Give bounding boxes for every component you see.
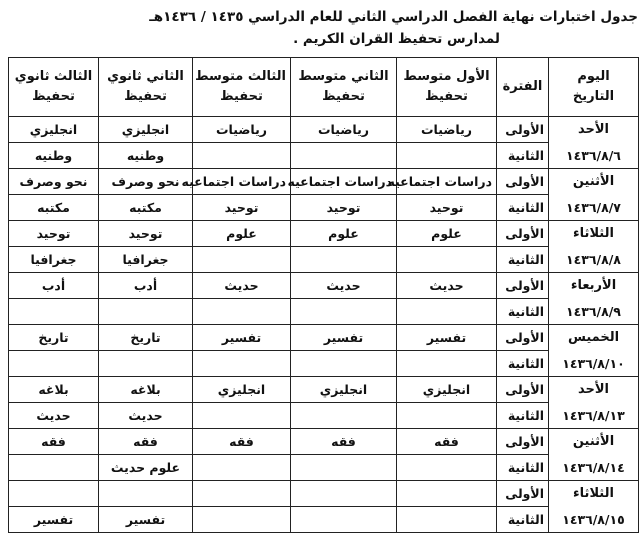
subject-cell: حديث bbox=[99, 403, 193, 429]
exam-date: ١٤٣٦/٨/١٠ bbox=[549, 351, 639, 377]
period-first: الأولى bbox=[497, 273, 549, 299]
day-name: الأحد bbox=[549, 117, 639, 143]
subject-cell: حديث bbox=[9, 403, 99, 429]
subject-cell bbox=[193, 481, 291, 507]
subject-cell bbox=[291, 455, 397, 481]
subject-cell bbox=[291, 247, 397, 273]
subject-cell: دراسات اجتماعيه bbox=[193, 169, 291, 195]
header-date: التاريخ bbox=[572, 89, 615, 104]
subject-cell bbox=[397, 403, 497, 429]
subject-cell bbox=[397, 247, 497, 273]
subject-cell: تاريخ bbox=[9, 325, 99, 351]
period-second: الثانية bbox=[497, 143, 549, 169]
subject-cell: نحو وصرف bbox=[9, 169, 99, 195]
subject-cell: وطنيه bbox=[9, 143, 99, 169]
schedule-body bbox=[9, 117, 639, 533]
table-row bbox=[9, 117, 639, 143]
subject-cell: علوم bbox=[193, 221, 291, 247]
table-row bbox=[9, 221, 639, 247]
subject-cell bbox=[193, 403, 291, 429]
subject-cell bbox=[397, 143, 497, 169]
subject-cell bbox=[397, 455, 497, 481]
subject-cell: حديث bbox=[397, 273, 497, 299]
subject-cell: تفسير bbox=[397, 325, 497, 351]
subject-cell: علوم bbox=[397, 221, 497, 247]
title-line-2: لمدارس تحفيظ القران الكريم . bbox=[293, 31, 500, 47]
subject-cell: فقه bbox=[9, 429, 99, 455]
day-name: الأثنين bbox=[549, 429, 639, 455]
day-name: الخميس bbox=[549, 325, 639, 351]
subject-cell bbox=[397, 351, 497, 377]
exam-date: ١٤٣٦/٨/١٣ bbox=[549, 403, 639, 429]
period-first: الأولى bbox=[497, 221, 549, 247]
subject-cell: حديث bbox=[291, 273, 397, 299]
subject-cell: انجليزي bbox=[99, 117, 193, 143]
subject-cell: انجليزي bbox=[397, 377, 497, 403]
period-first: الأولى bbox=[497, 481, 549, 507]
table-row bbox=[9, 429, 639, 455]
period-second: الثانية bbox=[497, 507, 549, 533]
header-row bbox=[9, 58, 639, 117]
subject-cell bbox=[99, 299, 193, 325]
subject-cell bbox=[193, 143, 291, 169]
exam-schedule-table bbox=[8, 57, 639, 533]
exam-date: ١٤٣٦/٨/٨ bbox=[549, 247, 639, 273]
header-col-1: الأول متوسط تحفيظ bbox=[397, 58, 497, 117]
subject-cell bbox=[397, 507, 497, 533]
subject-cell: علوم حديث bbox=[99, 455, 193, 481]
subject-cell bbox=[9, 455, 99, 481]
subject-cell: فقه bbox=[193, 429, 291, 455]
subject-cell: انجليزي bbox=[193, 377, 291, 403]
header-day-date bbox=[549, 58, 639, 117]
table-row bbox=[9, 377, 639, 403]
subject-cell: بلاغه bbox=[9, 377, 99, 403]
exam-date: ١٤٣٦/٨/١٤ bbox=[549, 455, 639, 481]
table-row bbox=[9, 143, 639, 169]
subject-cell: مكتبه bbox=[99, 195, 193, 221]
period-first: الأولى bbox=[497, 117, 549, 143]
subject-cell: نحو وصرف bbox=[99, 169, 193, 195]
period-first: الأولى bbox=[497, 169, 549, 195]
subject-cell bbox=[193, 507, 291, 533]
subject-cell: توحيد bbox=[193, 195, 291, 221]
subject-cell bbox=[291, 143, 397, 169]
period-first: الأولى bbox=[497, 429, 549, 455]
table-row bbox=[9, 481, 639, 507]
subject-cell: تفسير bbox=[291, 325, 397, 351]
subject-cell: علوم bbox=[291, 221, 397, 247]
header-col-2: الثاني متوسط تحفيظ bbox=[291, 58, 397, 117]
period-first: الأولى bbox=[497, 325, 549, 351]
header-col-3: الثالث متوسط تحفيظ bbox=[193, 58, 291, 117]
subject-cell: توحيد bbox=[291, 195, 397, 221]
title-line-1: جدول اختبارات نهاية الفصل الدراسي الثاني للعام الدراسي ١٤٣٥ / ١٤٣٦هـ bbox=[149, 9, 638, 25]
header-col-5: الثالث ثانوي تحفيظ bbox=[9, 58, 99, 117]
table-row bbox=[9, 455, 639, 481]
subject-cell bbox=[9, 299, 99, 325]
subject-cell bbox=[193, 299, 291, 325]
table-row bbox=[9, 273, 639, 299]
subject-cell bbox=[397, 299, 497, 325]
subject-cell bbox=[291, 507, 397, 533]
subject-cell: توحيد bbox=[99, 221, 193, 247]
subject-cell: تفسير bbox=[9, 507, 99, 533]
subject-cell: بلاغه bbox=[99, 377, 193, 403]
subject-cell: مكتبه bbox=[9, 195, 99, 221]
day-name: الثلاثاء bbox=[549, 481, 639, 507]
subject-cell: حديث bbox=[193, 273, 291, 299]
period-second: الثانية bbox=[497, 403, 549, 429]
subject-cell: أدب bbox=[9, 273, 99, 299]
subject-cell: تفسير bbox=[193, 325, 291, 351]
period-second: الثانية bbox=[497, 299, 549, 325]
subject-cell: انجليزي bbox=[291, 377, 397, 403]
exam-date: ١٤٣٦/٨/٩ bbox=[549, 299, 639, 325]
table-row bbox=[9, 351, 639, 377]
exam-date: ١٤٣٦/٨/١٥ bbox=[549, 507, 639, 533]
period-second: الثانية bbox=[497, 247, 549, 273]
subject-cell bbox=[193, 455, 291, 481]
table-row bbox=[9, 507, 639, 533]
subject-cell: انجليزي bbox=[9, 117, 99, 143]
table-row bbox=[9, 247, 639, 273]
subject-cell bbox=[9, 481, 99, 507]
subject-cell bbox=[193, 351, 291, 377]
table-row bbox=[9, 169, 639, 195]
subject-cell bbox=[99, 351, 193, 377]
header-period: الفترة bbox=[497, 58, 549, 117]
subject-cell: فقه bbox=[99, 429, 193, 455]
period-first: الأولى bbox=[497, 377, 549, 403]
subject-cell: توحيد bbox=[9, 221, 99, 247]
subject-cell: تاريخ bbox=[99, 325, 193, 351]
document-title bbox=[0, 6, 638, 50]
day-name: الأثنين bbox=[549, 169, 639, 195]
subject-cell: توحيد bbox=[397, 195, 497, 221]
subject-cell: رياضيات bbox=[193, 117, 291, 143]
subject-cell: جغرافيا bbox=[99, 247, 193, 273]
table-row bbox=[9, 195, 639, 221]
subject-cell: أدب bbox=[99, 273, 193, 299]
table-row bbox=[9, 403, 639, 429]
subject-cell: دراسات اجتماعيه bbox=[397, 169, 497, 195]
subject-cell bbox=[9, 351, 99, 377]
subject-cell: فقه bbox=[397, 429, 497, 455]
subject-cell: تفسير bbox=[99, 507, 193, 533]
subject-cell: دراسات اجتماعيه bbox=[291, 169, 397, 195]
subject-cell: رياضيات bbox=[291, 117, 397, 143]
subject-cell bbox=[291, 403, 397, 429]
table-row bbox=[9, 325, 639, 351]
subject-cell bbox=[99, 481, 193, 507]
day-name: الأربعاء bbox=[549, 273, 639, 299]
exam-date: ١٤٣٦/٨/٦ bbox=[549, 143, 639, 169]
period-second: الثانية bbox=[497, 195, 549, 221]
day-name: الأحد bbox=[549, 377, 639, 403]
subject-cell bbox=[291, 481, 397, 507]
subject-cell: جغرافيا bbox=[9, 247, 99, 273]
exam-date: ١٤٣٦/٨/٧ bbox=[549, 195, 639, 221]
subject-cell: رياضيات bbox=[397, 117, 497, 143]
subject-cell: وطنيه bbox=[99, 143, 193, 169]
table-row bbox=[9, 299, 639, 325]
header-day: اليوم bbox=[577, 69, 610, 84]
day-name: الثلاثاء bbox=[549, 221, 639, 247]
period-second: الثانية bbox=[497, 455, 549, 481]
subject-cell bbox=[291, 351, 397, 377]
subject-cell bbox=[193, 247, 291, 273]
period-second: الثانية bbox=[497, 351, 549, 377]
header-col-4: الثاني ثانوي تحفيظ bbox=[99, 58, 193, 117]
subject-cell bbox=[291, 299, 397, 325]
subject-cell bbox=[397, 481, 497, 507]
subject-cell: فقه bbox=[291, 429, 397, 455]
